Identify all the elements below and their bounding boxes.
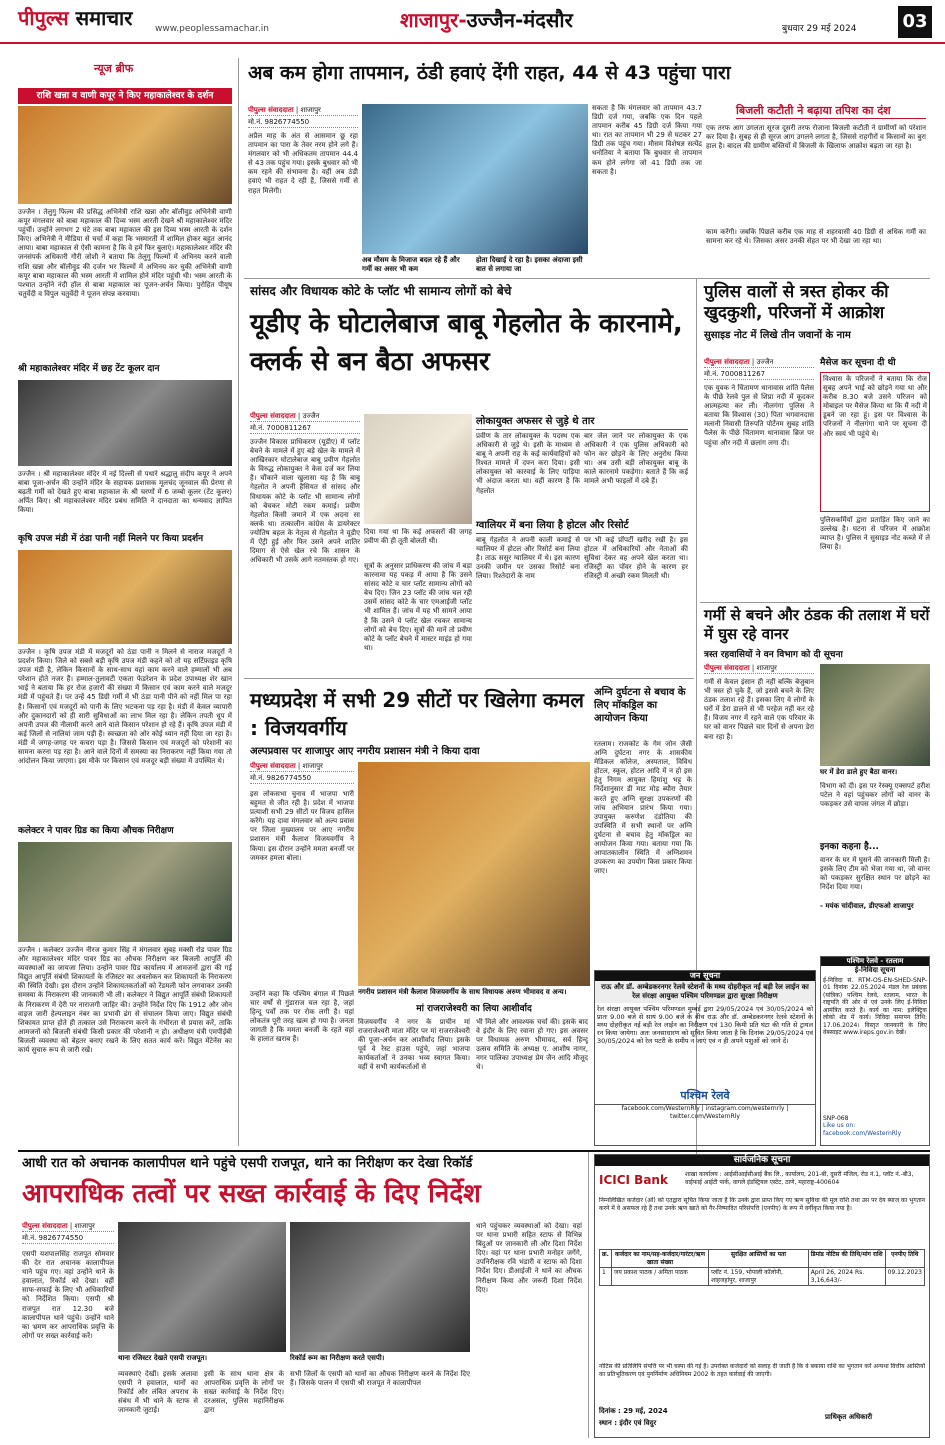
politics-mobile: मो.नं. 9826774550 — [250, 774, 354, 784]
rule-1 — [244, 278, 930, 279]
weather-caption-a: अब मौसम के मिजाज बदल रहे हैं और गर्मी का असर भी कम — [362, 256, 460, 273]
politics-headline: मध्यप्रदेश में सभी 29 सीटों पर खिलेगा कमल : विजयवर्गीय — [250, 688, 584, 740]
icici-th: सुरक्षित आस्तियों का पता — [709, 1250, 809, 1268]
monkey-body: गर्मी से केवल इंसान ही नहीं बल्कि बेजुबान भी त्रस्त हो चुके हैं, जो इससे बचने के लिए ठंडक तलाश रहे हैं। इसका लिए वे लोगों के घरों में डेरा डालने से भी परहेज नहीं कर रहे हैं। विजय नगर में रहने वाले एक परिवार के घर को वानर पिछले चार दिनों से अपना डेरा बना रहा है। — [704, 678, 814, 741]
icici-place: स्थान : इंदौर एवं विदुर — [599, 1419, 657, 1427]
icici-table-header — [600, 1250, 925, 1268]
police-subhead: सुसाइड नोट में लिखे तीन जवानों के नाम — [704, 330, 851, 341]
police-note-body: विश्वास के परिजनों ने बताया कि रोज सुबह अपने भाई को छोड़ने गया था और करीब 8.30 बजे उसने परिजन को मोबाइल पर मैसेज किया था कि मैं नदी में डूबने जा रहा हूं। इस पर विश्वास के परिजनों ने नीलगंगा थाने पर सूचना दी और स्वयं भी पहुंचे थे। — [820, 372, 930, 512]
weather-mobile: मो.नं. 9826774550 — [248, 118, 358, 128]
railway-label: जन सूचना — [595, 971, 815, 981]
politics-photo-caption: नगरीय प्रशासन मंत्री कैलाश विजयवर्गीय के साथ विधायक अरुण भीमावद व अन्य। — [358, 988, 567, 996]
icici-th: एनपीए तिथि — [885, 1250, 924, 1268]
monkey-body-2: विभाग को दी। इस पर रेस्क्यू एक्सपर्ट हरीश पटेल ने वहां पहुंचकर लोगों को वानर के पकड़कर उसे वापस जंगल में छोड़ा। — [820, 782, 930, 809]
uda-byline: पीपुल्स संवाददाता | उज्जैन — [250, 412, 360, 422]
brief-1-photo — [18, 106, 232, 204]
sp-mobile: मो.नं. 9826774550 — [22, 1234, 114, 1244]
left-column-rule — [238, 58, 239, 1146]
tender-sub: ई-निविदा सूचना — [854, 965, 896, 974]
monkey-headline: गर्मी से बचने और ठंडक की तलाश में घरों में घुस रहे वानर — [704, 606, 930, 643]
weather-col-3: सकता है कि मंगलवार को तापमान 43.7 डिग्री दर्ज गया, जबकि एक दिन पहले तापमान करीब 45 डिग्री दर्ज किया गया था। रात का तापमान भी 29 से घटकर 27 डिग्री तक पहुंच गया। मौसम विशेषज्ञ सत्येंद्र धनोतिया ने बताया कि बुधवार से तापमान कम होने लगेगा जो 41 डिग्री तक जा सकता है। — [592, 104, 702, 176]
monkey-quote-head: इनका कहना है... — [820, 842, 879, 852]
sp-byline-text: पीपुल्स संवाददाता — [22, 1222, 68, 1230]
rule-3 — [244, 678, 694, 679]
politics-sub-body: विजयवर्गीय ने नगर के प्राचीन मां राजराजेश्वरी माता मंदिर पर मां राजराजेश्वरी की पूजा-अर्चन कर आशीर्वाद लिया। इसके पूर्व वे रेस्ट हाउस पहुंचे, जहां भाजपा कार्यकर्ताओं ने उनका भव्य स्वागत किया। वहीं वे सभी कार्यकर्ताओं से — [358, 1018, 470, 1072]
police-byline-text: पीपुल्स संवाददाता — [704, 358, 750, 366]
uda-col-1: उज्जैन विकास प्राधिकरण (यूडीए) में प्लॉट बेचने के मामले में हुए बड़े खेल के मामले में आखिरकार घोटालेबाज बाबू प्रवीण गेहलोत के विरुद्ध लोकायुक्त ने केस दर्ज कर लिया है। चौंकाने वाला खुलासा यह है कि बाबू गेहलोत ने अपनी हैसियत से सांसद और विधायक कोटे के प्लॉट भी सामान्य लोगों को बेचकर मोटी रकम कमाई। प्रवीण गेहलोत किसी जमाने में एक अदना सा क्लर्क था। तत्कालीन कांग्रेस के डायरेक्टर ज्योतिष बहल के नेतृत्व से गेहलोत ने यूडीए में ऐंट्री हुई और फिर उसने अपने शातिर दिमाग से ऐसे खेल रचे कि शासन के अधिकारी भी उसके आगे नतमस्तक हो गए। — [250, 438, 360, 565]
brief-3-body: उज्जैन । कृषि उपज मंडी में मजदूरों को ठंडा पानी न मिलने से नाराज मजदूरों ने प्रदर्शन किया। जिले को सबसे बड़ी कृषि उपज मंडी कहने को तो यह सर्टिफ़ाइड कृषि उपज मंडी है, लेकिन किसानों के साथ-साथ यहां काम करने वाले हम्मालों भी अब परेशान होते नजर हैं। हम्माल-तुलावटी एकता फेडरेशन के प्रदेश उपाध्यक्ष शेर खान भाई ने बताया कि हर रोज हजारों की संख्या में किसान एवं काम करने वाले मजदूर मंडी में पहुंचते हैं। पर उन्हें 45 डिग्री गर्मी में भी ठंडा पानी पीने को नहीं मिल पा रहा है। किसानों एवं मजदूरों को पानी के लिए भटकना पड़ रहा है। मंडी में केवल व्यापारी और दुकानदारों को ही सारी सुविधाओं का लाभ मिल रहा है। लेकिन तपती धूप में अपनी उपज की नीलामी करने आने वाले किसान परेशान हो रहे हैं। कृषि उपज मंडी में कई जिलों से नालियां जाम पड़ी हैं। स्वच्छता को ओर कोई ध्यान नहीं दिया जा रहा है। मंडी में जगह-जगह पर कचरा पड़ा है। जिससे किसान एवं मजदूरों को परेशानी का सामना करना पड़ रहा है। आने वाले दिनों में समस्या का निराकरण नहीं किया गया तो आंदोलन किया जाएगा। इस मौके पर किसान एवं मजदूर बड़ी संख्या में उपस्थित थे। — [18, 648, 232, 766]
railway-social: facebook.com/WesternRly | instagram.com/westernrly | twitter.com/WesternRly — [595, 1104, 815, 1120]
sp-byline: पीपुल्स संवाददाता | शाजापुर — [22, 1222, 114, 1232]
brief-4-body: उज्जैन । कलेक्टर उज्जैन नीरज कुमार सिंह ने मंगलवार सुबह मक्सी रोड पावर ग्रिड और महाकालेश्वर मंदिर पावर ग्रिड का औचक निरीक्षण कर बिजली आपूर्ति की व्यवस्थाओं का जायजा लिया। उन्होंने पावर ग्रिड कार्यालय में आमजनों द्वारा की गई विद्युत आपूर्ति संबंधी शिकायतों के रजिस्टर का अवलोकन कर शिकायतों के निराकरण की स्थिति देखी। इस दौरान उन्होंने शिकायतकर्ताओं को रेंडमली फोन लगवाकर उनकी समस्या के निराकरण की जानकारी भी ली। कलेक्टर ने विद्युत आपूर्ति संबंधी शिकायतों के निराकरण में देरी पर नाराजगी जाहिर की। उन्होंने निर्देश दिए कि 1912 और जोन वाइज जारी हेल्पलाइन नंबर का प्रभावी ढंग से संचालन किया जाए। विद्युत संबंधी शिकायत प्राप्त होते ही तत्काल उसे निराकरण करने के गंभीरता से प्रयास करें, ताकि आमजनों को बिजली संबंधी किसी प्रकार की परेशानी न हो। अधीक्षण यंत्री एमपीईबी बिजली व्यवस्था को बेहतर बनाए रखने के लिए सतत कार्य करें। विद्युत मेंटेनेंस का कार्य सुचारु रूप से जारी रखें। — [18, 946, 232, 1055]
news-brief-label: न्यूज ब्रीफ — [94, 62, 134, 75]
edition-title — [400, 8, 573, 33]
icici-td: April 26, 2024 Rs. 3,16,643/- — [808, 1268, 885, 1286]
police-headline: पुलिस वालों से त्रस्त होकर की खुदकुशी, परिजनों में आक्रोश — [704, 282, 889, 324]
politics-col-1: इस लोकसभा चुनाव में भाजपा भारी बहुमत से जीत रही है। प्रदेश में भाजपा प्रत्याशी सभी 29 सीटों पर विजय हासिल करेंगे। यह दावा मंगलवार को अल्प प्रवास पर जिला मुख्यालय पर आए नगरीय प्रशासन मंत्री कैलाश विजयवर्गीय ने किया। इस दौरान उन्होंने ममता बनर्जी पर जमकर हमला बोला। — [250, 790, 354, 862]
bottom-rule — [588, 1152, 589, 1438]
tender-head: पश्चिम रेलवे - रतलाम — [821, 957, 929, 966]
uda-kicker: सांसद और विधायक कोटे के प्लॉट भी सामान्य लोगों को बेचे — [250, 284, 512, 298]
weather-caption-b: होता दिखाई दे रहा है। इसका अंदाजा इसी बात से लगाया जा — [476, 256, 583, 273]
brief-3-head: कृषि उपज मंडी में ठंडा पानी नहीं मिलने पर किया प्रदर्शन — [18, 534, 204, 544]
brief-1-body: उज्जैन । तेलुगु फिल्म की प्रसिद्ध अभिनेत्री राशि खन्ना और बॉलीवुड अभिनेत्री वाणी कपूर मंगलवार को बाबा महाकाल की दिव्य भस्म आरती देखने श्री महाकालेश्वर मंदिर पहुंचीं। उन्होंने लगभग 2 घंटे तक बाबा महाकाल की इस दिव्य भस्म आरती के दर्शन किए। अभिनेत्री ने मीडिया से चर्चा में कहा कि भस्मारती में शामिल होकर बहुत आनंद आया। बाबा महाकाल से ऐसी कामना है कि वे हमें फिर बुलाएं। महाकालेश्वर मंदिर की जनसंपर्क अधिकारी गौरी जोशी ने बताया कि तेलुगु फिल्मों में अभिनय करने वाली राशि खन्ना और बॉलीवुड की दर्जन भर फिल्मों में अभिनय कर चुकी अभिनेत्री वाणी कपूर बाबा महाकाल की भस्म आरती में शामिल होने मंदिर पहुंची थी। भस्म आरती के पश्चात उन्होंने नंदी हॉल से बाबा महाकाल का पूजन-अर्चन किया। पुरोहित पीयूष चतुर्वेदी व विपुल चतुर्वेदी ने पूजन संपन्न करवाया। — [18, 208, 232, 298]
weather-col-1: अप्रैल माह के अंत से आसमान छू रहा तापमान का पारा के तेवर नरम होने लगे हैं। मंगलवार को भी अधिकतम तापमान 44.4 से 43 तक पहुंच गया। इसके बुधवार को भी कम रहने की संभावना है। वहीं अब ठंडी हवाएं भी राहत दे रही हैं, जिससे गर्मी से राहत मिलेगी। — [248, 132, 358, 195]
monkey-photo-caption: घर में डेरा डाले हुए बैठा वानर। — [820, 768, 898, 776]
icici-notice — [594, 1154, 930, 1438]
icici-brand: ICICI Bank — [599, 1173, 668, 1187]
site-url[interactable]: www.peoplessamachar.in — [155, 24, 269, 34]
weather-byline-text: पीपुल्स संवाददाता — [248, 106, 294, 114]
weather-headline: अब कम होगा तापमान, ठंडी हवाएं देंगी राहत, 44 से 43 पहुंचा पारा — [248, 62, 731, 84]
weather-photo — [362, 104, 588, 254]
monkey-quote-by: - मयंक चांदीवाल, डीएफओ शाजापुर — [820, 902, 914, 910]
politics-col-2: उन्होंने कहा कि पश्चिम बंगाल में पिछले चार वर्षों से गुंडाराज चल रहा है, जहां हिन्दू पर्वों तक पर रोक लगी है। यहां लोकतंत्र पूरी तरह खत्म हो गया है। जनता जागती है कि ममता बनर्जी के रहते वहां के हालात खराब हैं। — [250, 990, 354, 1044]
sp-col-2: व्यवस्थाएं देखीं। इसके अलावा एसपी ने हवालात, थानों का रिकॉर्ड और लंबित अपराध के संबंध में भी थाने के स्टाफ से जानकारी जुटाई। — [118, 1370, 198, 1415]
sp-caption-1: थाना रजिस्टर देखते एसपी राजपूत। — [118, 1354, 208, 1362]
uda-sub1-body: प्रवीण के तार लोकायुक्त के पदस्थ एक अधिकारी से जुड़े थे। इसी के माध्यम से बाबू ने अपनी राह के कई कार्यवाहियों को रिश्वत मामले में दफ्न करा दिया। इसी लोकायुक्त को कारवाई के लिए पाड़िया भी अंदाज करता था। वहीं कारण है कि गेहलोत — [476, 432, 580, 495]
brief-4-photo — [18, 842, 232, 942]
icici-address: शाखा कार्यालय : आईसीआईसीआई बैंक लि., कार्यालय, 201-बी, दूसरी मंजिल, रोड नं.1, प्लॉट नं.-बी3, वाईफाई आईटी पार्क, वागले इंडस्ट्रियल एस्टेट, ठाणे, महाराष्ट्र-400604 — [685, 1171, 914, 1186]
uda-photo-caption: दिया गया था कि कई अफसरों की जगह प्रवीण की ही तूती बोलती थी। — [364, 528, 472, 546]
sp-byline-place: शाजापुर — [74, 1222, 95, 1230]
sp-col-5: थाने पहुंचकर व्यवस्थाओं को देखा। वहां पर थाना प्रभारी सहित स्टाफ से विभिन्न बिंदुओं पर जानकारी ली और दिशा निर्देश दिए। वहां पर थाना प्रभारी मनोहर जगेंगे, उपनिरीक्षक रवि भंडारी व स्टाफ को दिशा निर्देश दिए। डीआईजी ने थाने का औचक निरीक्षण किया और जरूरी दिशा निर्देश दिए। — [476, 1222, 582, 1294]
uda-col-2: सूत्रों के अनुसार प्राधिकरण की जांच में बड़ा कारनामा यह पकड़ में आया है कि उसने सांसद कोटे व चार प्लॉट सामान्य लोगों को बेच दिए। जिन 23 प्लॉट की जांच चल रही उसमें सांसद कोटे के चार एमआईजी प्लॉट भी शामिल हैं। जांच में यह भी सामने आया है कि उसने ये प्लॉट खेल रचकर सामान्य लोगों को बेच दिए। सूत्रों की मानें तो प्रवीण कोटे के प्लॉट बेचने में मास्टर माइंड हो गया था। — [364, 562, 472, 652]
icici-td: प्लॉट नं. 159, भोपाली कॉलोनी, शाहजहांपुर, शाजापुर — [709, 1268, 809, 1286]
edition-part-a: शाजापुर- — [400, 8, 467, 32]
politics-sub-body-b: भी मिले और आवश्यक चर्चा की। इसके बाद वे इंदौर के लिए रवाना हो गए। इस अवसर पर विधायक अरुण भीमावद, सर्व हिन्दू उत्सव समिति के अध्यक्ष ए. आशीष नागर, नगर पालिका उपाध्यक्ष प्रेम जैन आदि मौजूद थे। — [476, 1018, 588, 1072]
politics-photo — [358, 762, 590, 986]
sp-col-3: इसी के साथ थाना क्षेत्र के आपराधिक प्रवृत्ति के लोगों पर सख्त कार्रवाई के निर्देश दिए। दरअसल, पुलिस महानिरीक्षक द्वारा — [204, 1370, 284, 1415]
icici-table — [599, 1249, 925, 1286]
monkey-byline: पीपुल्स संवाददाता | शाजापुर — [704, 664, 814, 674]
monkey-byline-text: पीपुल्स संवाददाता — [704, 664, 750, 672]
icici-date: दिनांक : 29 मई, 2024 — [599, 1407, 668, 1415]
weather-byline-place: शाजापुर — [300, 106, 321, 114]
politics-subhead: अल्पप्रवास पर शाजापुर आए नगरीय प्रशासन मंत्री ने किया दावा — [250, 746, 480, 757]
page-number: 03 — [898, 6, 932, 38]
police-note-head: मैसेज कर सूचना दी थी — [820, 358, 896, 368]
police-byline-place: उज्जैन — [756, 358, 774, 366]
railway-head: राऊ और डॉ. अम्बेडकरनगर रेलवे स्टेशनों के मध्य दोहरीकृत नई बड़ी रेल लाईन का रेल संरक्षा आयुक्त पश्चिम परिमण्डल द्वारा सुरक्षा निरीक्षण — [595, 981, 815, 1003]
rule-4 — [18, 1150, 930, 1152]
uda-sub2-body: बाबू गेहलोत ने अपनी काली कमाई से ग्वालियर में होटल और रिसोर्ट बना लिया है। ताऊ ससुर ग्वालियर में थे। इस कारण उनकी जमीन पर उसका रिसोर्ट बना लिया। रिश्तेदारों के नाम — [476, 536, 580, 581]
tender-code: SNP-068 — [823, 1114, 849, 1122]
police-body: एक युवक ने चिंतामण थानावास शांति पैलेस के पीछे रेलवे पुल से शिप्रा नदी में कूदकर आत्महत्या कर ली। नीलगंगा पुलिस ने बताया कि विश्वास (30) पिता भगवानदास मलानी निवासी तिरुपति पोर्टेनम सुबह शांति पैलेस के पीछे चिंतामण थानावास ब्रिज पर पहुंचा और नदी में छलांग लगा दी। — [704, 384, 814, 447]
tender-social: Like us on: facebook.com/WesternRly — [823, 1122, 902, 1137]
sp-headline: आपराधिक तत्वों पर सख्त कार्रवाई के दिए निर्देश — [22, 1179, 481, 1209]
uda-sub1-head: लोकायुक्त अफसर से जुड़े थे तार — [476, 416, 688, 430]
brief-2-head: श्री महाकालेश्वर मंदिर में छह टेंट कूलर दान — [18, 364, 160, 374]
uda-sub2-body-b: पर भी कई प्रॉपर्टी खरीद रखी है। इस होटल में अधिकारियों और नेताओं की सुविधा देकर वह अपने खेल करता था। रजिस्ट्री का पॉवर होने के कारण हर रजिस्ट्री में अच्छी रकम मिलती थी। — [584, 536, 688, 581]
sp-kicker: आधी रात को अचानक कालापीपल थाने पहुंचे एसपी राजपूत, थाने का निरीक्षण कर देखा रिकॉर्ड — [22, 1156, 473, 1171]
uda-mobile: मो.नं. 7000811267 — [250, 424, 360, 434]
railway-body: रेल संरक्षा आयुक्त पश्चिम परिमण्डल मुम्बई द्वारा 29/05/2024 एवं 30/05/2024 को प्रातः 9.00 बजे से सायं 9.00 बजे के बीच राऊ और डॉ. अम्बेडकरनगर रेलवे स्टेशनों के मध्य दोहरीकृत नई बड़ी रेल लाईन का निरीक्षण एवं 130 किमी प्रति घंटा की गति से ट्रायल रन किया जायेगा। अतः जनसाधारण को सूचित किया जाता है कि दिनांक 29/05/2024 एवं 30/05/2024 को रेल पटरी के समीप न जाएं एवं न ही अपने पशुओं को जाने दें। — [597, 1004, 813, 1045]
electricity-headline: बिजली कटौती ने बढ़ाया तपिश का दंश — [736, 104, 926, 119]
politics-byline-place: शाजापुर — [302, 762, 323, 770]
monkey-quote-body: वानर के घर में घुसने की जानकारी मिली है। इसके लिए टीम को भेजा गया था, जो वानर को पकड़कर सुरक्षित स्थान पर छोड़ने का निर्देश दिया गया। — [820, 856, 930, 892]
icici-footer: नोटिस की प्रतिलिपि संपत्ति पर भी चस्पा की गई है। उपरोक्त कर्जदारों को सलाह दी जाती है कि वे बकाया राशि का भुगतान करें अन्यथा वित्तीय आस्तियों का प्रतिभूतिकरण एवं पुनर्निर्माण अधिनियम 2002 के तहत कार्रवाई की जाएगी। — [599, 1363, 925, 1378]
weather-byline: पीपुल्स संवाददाता | शाजापुर — [248, 106, 358, 116]
icici-td: 09.12.2023 — [885, 1268, 924, 1286]
drill-body: रतलाम। राजकोट के गेम जोन जैसी अग्नि दुर्घटना नगर के शासकीय मेडिकल कॉलेज, अस्पताल, विविध होटल, स्कूल, होटल आदि में न हो इस हेतु निगम आयुक्त हिमांशु भट्ट के निर्देशानुसार डी माट मोड़ ब्यौरा तैयार करते हुए अग्नि सुरक्षा उपकरणों की जांच अभियान प्रारंभ किया गया। उपायुक्त करुणेश दंडोतिया की उपस्थिति में सभी स्थानों पर अग्नि दुर्घटना से बचाव हेतु मॉकड्रिल का आयोजन किया गया। बताया गया कि आपातकालीन स्थिति में अग्निशमन उपकरण का उपयोग किस प्रकार किया जाए। — [594, 740, 692, 876]
icici-th: क्र. — [600, 1250, 612, 1268]
brand-logo[interactable] — [18, 6, 132, 31]
uda-sub2-head: ग्वालियर में बना लिया है होटल और रिसोर्ट — [476, 520, 688, 534]
uda-byline-place: उज्जैन — [302, 412, 320, 420]
issue-date: बुधवार 29 मई 2024 — [782, 24, 857, 34]
brand-part-a: पीपुल्स — [18, 6, 69, 30]
masthead — [0, 0, 945, 44]
drill-headline: अग्नि दुर्घटना से बचाव के लिए मॉकड्रिल का आयोजन किया — [594, 687, 686, 724]
table-row — [600, 1268, 925, 1286]
monkey-photo — [820, 664, 930, 766]
sp-caption-2: रिकॉर्ड रूम का निरीक्षण करते एसपी। — [290, 1354, 385, 1362]
police-byline: पीपुल्स संवाददाता | उज्जैन — [704, 358, 814, 368]
icici-sign: प्राधिकृत अधिकारी — [825, 1413, 873, 1421]
brief-2-photo — [18, 380, 232, 466]
brief-4-head: कलेक्टर ने पावर ग्रिड का किया औचक निरीक्षण — [18, 826, 174, 836]
uda-headline: यूडीए के घोटालेबाज बाबू गेहलोत के कारनामे, क्लर्क से बन बैठा अफसर — [250, 309, 683, 377]
monkey-subhead: त्रस्त रहवासियों ने वन विभाग को दी सूचना — [704, 650, 843, 660]
sp-photo-2 — [290, 1222, 470, 1352]
brief-1-head: राशि खन्ना व वाणी कपूर ने किए महाकालेश्वर के दर्शन — [18, 88, 232, 104]
monkey-byline-place: शाजापुर — [756, 664, 777, 672]
brand-part-b: समाचार — [75, 6, 133, 30]
politics-byline-text: पीपुल्स संवाददाता — [250, 762, 296, 770]
edition-part-b: उज्जैन-मंदसौर — [466, 8, 573, 32]
politics-byline: पीपुल्स संवाददाता | शाजापुर — [250, 762, 354, 772]
brief-3-photo — [18, 550, 232, 644]
icici-td: 1 — [600, 1268, 612, 1286]
icici-td: जय प्रकाश पाठक / अमिता पाठक — [611, 1268, 708, 1286]
police-mobile: मो.नं. 7000811267 — [704, 370, 814, 380]
uda-sub1-body-b: बार जेल जाने पर लोकायुक्त के एक अधिकारी ने एक पुलिस अधिकारी को फोन कर छोड़ने के लिए अनुरोध किया था। अब उसी बड़ी लोकायुक्त बाबू के काले कारनामे पकड़ेगा। बताते हैं कि कई मामले अभी फाइलों में दबे हैं। — [584, 432, 688, 486]
rule-2 — [700, 602, 930, 603]
uda-byline-text: पीपुल्स संवाददाता — [250, 412, 296, 420]
railway-sign: पश्चिम रेलवे — [680, 1088, 730, 1102]
icici-label: सार्वजनिक सूचना — [595, 1155, 929, 1166]
sp-col-1: एसपी यशपालसिंह राजपूत सोमवार की देर रात अचानक कालापीपल थाने पहुंच गए। वहां उन्होंने थाने के हवालात, रिकॉर्ड को देखा। वहीं साफ-सफाई के लिए भी अधिकारियों को निर्देशित किया। एसपी श्री राजपूत रात 12.30 बजे कालापीपल थाने पहुंचे। उन्होंने थाने का भ्रमण कर आपराधिक प्रवृत्ति के लोगों पर सख्त कार्रवाई करें। — [22, 1250, 114, 1340]
electricity-body-2: काम करेंगी। जबकि पिछले करीब एक माह से शहरवासी 40 डिग्री से अधिक गर्मी का सामना कर रहे थे। जिसका असर उनकी सेहत पर भी देखा जा रहा था। — [706, 228, 926, 246]
sp-col-4: सभी जिलों के एसपी को थानों का औचक निरीक्षण करने के निर्देश दिए हैं। जिसके पालन में एसपी श्री राजपूत ने कालापीपल — [290, 1370, 470, 1388]
icici-th: कर्जदार का नाम/सह-कर्जदार/गारंटर/ऋण खाता संख्या — [611, 1250, 708, 1268]
railway-notice — [594, 970, 816, 1146]
icici-body: निम्नलिखित कर्जदार (ओं) को एतद्वारा सूचित किया जाता है कि उनके द्वारा प्राप्त किए गए ऋण सुविधा की मूल राशि तथा उस पर देय ब्याज का भुगतान करने में वे असफल रहे हैं तथा उनके ऋण खाते को गैर-निष्पादित परिसंपत्ति (एनपीए) के रूप में वर्गीकृत किया गया है। — [599, 1197, 925, 1212]
electricity-body: एक तरफ आग उगलता सूरज दूसरी तरफ रोजाना बिजली कटौती ने ग्रामीणों को परेशान कर दिया है। सुबह से ही सूरज आग उगलने लगता है, जिससे राहगीरों व किसानों का बुरा हाल है। बादल की ग्रामीण बस्तियों में बिजली के खिलाफ आक्रोश बढ़ता जा रहा है। — [706, 124, 926, 151]
politics-sub-head: मां राजराजेश्वरी का लिया आशीर्वाद — [416, 1004, 532, 1014]
police-body-2: पुलिसकर्मियों द्वारा प्रताड़ित किए जाने का उल्लेख है। घटना से परिजन में आक्रोश व्याप्त है। पुलिस ने सुसाइड नोट कब्जे में ले लिया है। — [820, 516, 930, 552]
brief-2-body: उज्जैन । श्री महाकालेश्वर मंदिर में नई दिल्ली से पधारे श्रद्धालु संदीप कपूर ने अपने बाबा पूजा-अर्चन की उन्होंने मंदिर के सहायक प्रशासक मूलचंद जूनवाल की प्रेरणा से बढ़ती गर्मी को देखते हुए बाबा महाकाल के श्री चरणों में 6 जम्बो कूलर (टेंट कूलर) अर्पित किए। श्री महाकालेश्वर मंदिर प्रबंध समिति ने दानदाता का धन्यवाद ज्ञापित किया। — [18, 470, 232, 515]
tender-body: ई-निविदा सं. RTM-OS-EN-SHED-SNP-01 दिनांक 22.05.2024 मंडल रेल प्रबंधक (यांत्रिक) पश्चिम रेलवे, रतलाम, भारत के राष्ट्रपति की ओर से एवं उनके लिए ई-निविदा आमंत्रित करते हैं। कार्य का नाम: इलेक्ट्रिक लोको शेड में कार्य। निविदा समापन तिथि: 17.06.2024। विस्तृत जानकारी के लिए वेबसाइट www.ireps.gov.in देखें। — [823, 976, 927, 1036]
uda-accused-photo — [364, 414, 472, 524]
icici-th: डिमांड नोटिस की तिथि/मांग राशि — [808, 1250, 885, 1268]
tender-notice — [820, 956, 930, 1146]
sp-photo-1 — [118, 1222, 286, 1352]
